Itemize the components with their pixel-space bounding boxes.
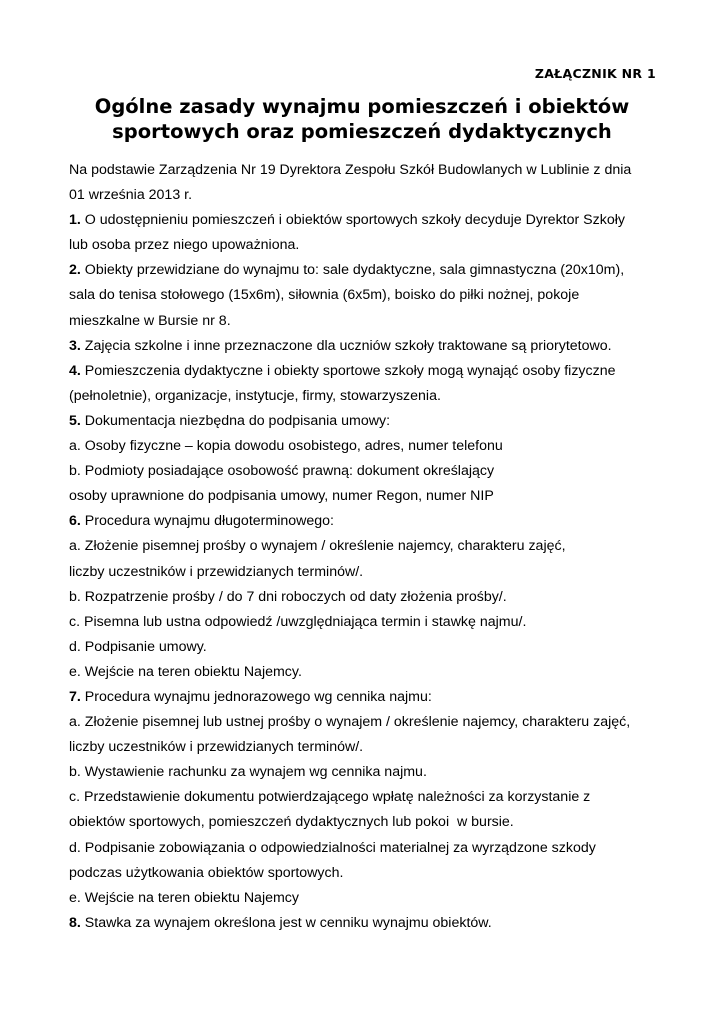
section-number: 2. (69, 262, 81, 279)
line-text: sala do tenisa stołowego (15x6m), siłownia (6x5m), boisko do piłki nożnej, pokoje (69, 287, 580, 304)
line-text: lub osoba przez niego upoważniona. (69, 237, 300, 254)
text-line (69, 760, 669, 785)
line-text: e. Wejście na teren obiektu Najemcy. (69, 663, 302, 680)
text-line (69, 560, 669, 585)
text-line (69, 258, 669, 283)
text-line (69, 158, 669, 183)
text-line (69, 208, 669, 233)
title-line-1: Ogólne zasady wynajmu pomieszczeń i obiektów (94, 95, 630, 118)
section-number: 4. (69, 362, 81, 379)
text-line (69, 309, 669, 334)
text-line (69, 283, 669, 308)
text-line (69, 911, 669, 936)
text-line (69, 484, 669, 509)
text-line (69, 409, 669, 434)
line-text: Dokumentacja niezbędna do podpisania umowy: (80, 412, 391, 429)
line-text: c. Pisemna lub ustna odpowiedź /uwzględniająca termin i stawkę najmu/. (69, 613, 527, 630)
line-text: c. Przedstawienie dokumentu potwierdzającego wpłatę należności za korzystanie z (69, 789, 591, 806)
text-line (69, 334, 669, 359)
section-number: 8. (69, 914, 81, 931)
text-line (69, 886, 669, 911)
line-text: podczas użytkowania obiektów sportowych. (69, 864, 344, 881)
text-line (69, 635, 669, 660)
line-text: liczby uczestników i przewidzianych terminów/. (69, 739, 364, 756)
line-text: d. Podpisanie zobowiązania o odpowiedzialności materialnej za wyrządzone szkody (69, 839, 596, 856)
line-text: obiektów sportowych, pomieszczeń dydaktycznych lub pokoi w bursie. (69, 814, 514, 831)
document-body (69, 158, 669, 936)
line-text: d. Podpisanie umowy. (69, 638, 207, 655)
line-text: Obiekty przewidziane do wynajmu to: sale dydaktyczne, sala gimnastyczna (20x10m), (80, 262, 625, 279)
line-text: Procedura wynajmu długoterminowego: (80, 513, 334, 530)
line-text: b. Podmioty posiadające osobowość prawną: dokument określający (69, 463, 495, 480)
line-text: liczby uczestników i przewidzianych terminów/. (69, 563, 364, 580)
text-line (69, 810, 669, 835)
document-title (40, 94, 684, 144)
text-line (69, 233, 669, 258)
text-line (69, 183, 669, 208)
section-number: 1. (69, 212, 81, 229)
section-number: 5. (69, 412, 81, 429)
line-text: mieszkalne w Bursie nr 8. (69, 312, 231, 329)
text-line (69, 660, 669, 685)
text-line (69, 384, 669, 409)
text-line (69, 685, 669, 710)
line-text: 01 września 2013 r. (69, 187, 193, 204)
section-number: 3. (69, 337, 81, 354)
text-line (69, 359, 669, 384)
line-text: Procedura wynajmu jednorazowego wg cennika najmu: (80, 688, 432, 705)
text-line (69, 610, 669, 635)
line-text: a. Osoby fizyczne – kopia dowodu osobistego, adres, numer telefonu (69, 438, 503, 455)
text-line (69, 509, 669, 534)
annex-label: ZAŁĄCZNIK NR 1 (534, 66, 656, 81)
line-text: (pełnoletnie), organizacje, instytucje, firmy, stowarzyszenia. (69, 387, 441, 404)
title-line-2: sportowych oraz pomieszczeń dydaktycznych (112, 120, 612, 143)
text-line (69, 735, 669, 760)
text-line (69, 459, 669, 484)
line-text: Stawka za wynajem określona jest w cenniku wynajmu obiektów. (80, 914, 492, 931)
line-text: b. Rozpatrzenie prośby / do 7 dni roboczych od daty złożenia prośby/. (69, 588, 507, 605)
text-line (69, 710, 669, 735)
text-line (69, 836, 669, 861)
line-text: O udostępnieniu pomieszczeń i obiektów sportowych szkoły decyduje Dyrektor Szkoły (80, 212, 625, 229)
text-line (69, 861, 669, 886)
section-number: 6. (69, 513, 81, 530)
text-line (69, 785, 669, 810)
line-text: a. Złożenie pisemnej lub ustnej prośby o wynajem / określenie najemcy, charakteru zajęć, (69, 714, 631, 731)
text-line (69, 434, 669, 459)
text-line (69, 585, 669, 610)
section-number: 7. (69, 688, 81, 705)
line-text: Pomieszczenia dydaktyczne i obiekty sportowe szkoły mogą wynająć osoby fizyczne (80, 362, 616, 379)
line-text: osoby uprawnione do podpisania umowy, numer Regon, numer NIP (69, 488, 494, 505)
line-text: e. Wejście na teren obiektu Najemcy (69, 889, 299, 906)
line-text: Na podstawie Zarządzenia Nr 19 Dyrektora Zespołu Szkół Budowlanych w Lublinie z dnia (69, 162, 632, 178)
line-text: a. Złożenie pisemnej prośby o wynajem / określenie najemcy, charakteru zajęć, (69, 538, 566, 555)
text-line (69, 534, 669, 559)
line-text: Zajęcia szkolne i inne przeznaczone dla uczniów szkoły traktowane są priorytetowo. (80, 337, 612, 354)
line-text: b. Wystawienie rachunku za wynajem wg cennika najmu. (69, 764, 427, 781)
